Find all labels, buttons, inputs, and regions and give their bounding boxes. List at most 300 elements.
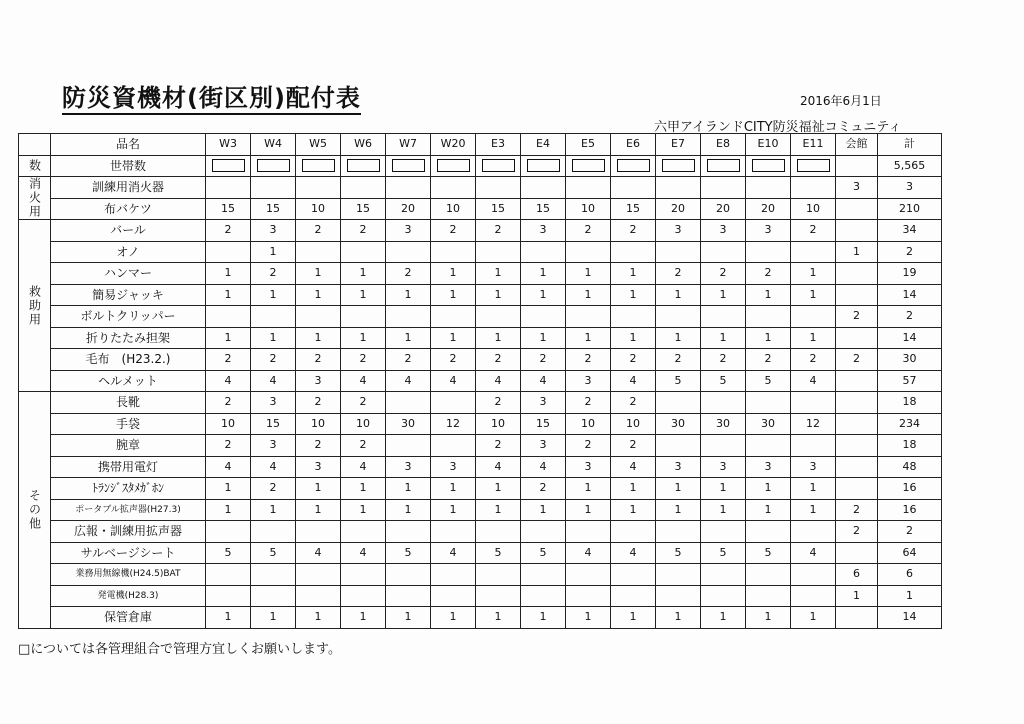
value-cell bbox=[701, 306, 746, 328]
value-cell: 5 bbox=[701, 370, 746, 392]
value-cell: 2 bbox=[251, 478, 296, 500]
table-row bbox=[19, 349, 942, 371]
blank-box bbox=[482, 159, 515, 172]
value-cell: 1 bbox=[521, 263, 566, 285]
value-cell: 1 bbox=[386, 478, 431, 500]
value-cell: 2 bbox=[521, 349, 566, 371]
value-cell bbox=[836, 263, 878, 285]
value-cell: 2 bbox=[791, 220, 836, 242]
value-cell: 3 bbox=[296, 370, 341, 392]
item-name: 長靴 bbox=[51, 392, 206, 414]
value-cell: 1 bbox=[701, 284, 746, 306]
value-cell: 2 bbox=[521, 478, 566, 500]
table-row bbox=[19, 327, 942, 349]
value-cell: 1 bbox=[611, 478, 656, 500]
value-cell: 10 bbox=[566, 413, 611, 435]
value-cell: 4 bbox=[476, 370, 521, 392]
value-cell: 3 bbox=[521, 392, 566, 414]
value-cell: 4 bbox=[431, 370, 476, 392]
value-cell: 12 bbox=[431, 413, 476, 435]
value-cell: 2 bbox=[341, 435, 386, 457]
value-cell: 2 bbox=[611, 435, 656, 457]
value-cell: 1 bbox=[566, 327, 611, 349]
column-header: E3 bbox=[476, 134, 521, 156]
value-cell: 2 bbox=[836, 349, 878, 371]
household-count-box bbox=[701, 155, 746, 177]
household-count-box bbox=[341, 155, 386, 177]
value-cell: 4 bbox=[206, 370, 251, 392]
table-row bbox=[19, 499, 942, 521]
value-cell: 1 bbox=[431, 478, 476, 500]
value-cell bbox=[566, 241, 611, 263]
value-cell: 15 bbox=[476, 198, 521, 220]
value-cell: 1 bbox=[476, 327, 521, 349]
value-cell bbox=[521, 521, 566, 543]
table-row bbox=[19, 263, 942, 285]
value-cell: 3 bbox=[251, 392, 296, 414]
value-cell: 3 bbox=[566, 370, 611, 392]
value-cell: 2 bbox=[341, 349, 386, 371]
value-cell bbox=[206, 521, 251, 543]
value-cell: 5 bbox=[521, 542, 566, 564]
column-header: W5 bbox=[296, 134, 341, 156]
value-cell: 1 bbox=[476, 263, 521, 285]
value-cell bbox=[476, 585, 521, 607]
category-label: その他 bbox=[19, 392, 51, 629]
value-cell: 20 bbox=[701, 198, 746, 220]
value-cell bbox=[206, 585, 251, 607]
value-cell: 1 bbox=[341, 327, 386, 349]
column-header: W4 bbox=[251, 134, 296, 156]
table-row bbox=[19, 521, 942, 543]
value-cell bbox=[476, 521, 521, 543]
table-row bbox=[19, 478, 942, 500]
value-cell: 30 bbox=[656, 413, 701, 435]
value-cell: 2 bbox=[701, 349, 746, 371]
value-cell: 20 bbox=[746, 198, 791, 220]
value-cell: 1 bbox=[791, 499, 836, 521]
household-count-box bbox=[566, 155, 611, 177]
value-cell: 15 bbox=[251, 413, 296, 435]
value-cell: 2 bbox=[296, 220, 341, 242]
value-cell: 1 bbox=[431, 284, 476, 306]
table-row bbox=[19, 220, 942, 242]
value-cell: 2 bbox=[611, 392, 656, 414]
value-cell: 1 bbox=[701, 499, 746, 521]
value-cell: 1 bbox=[836, 241, 878, 263]
value-cell bbox=[701, 564, 746, 586]
value-cell: 18 bbox=[878, 435, 942, 457]
column-header: E10 bbox=[746, 134, 791, 156]
value-cell bbox=[431, 585, 476, 607]
table-row bbox=[19, 155, 942, 177]
value-cell bbox=[431, 306, 476, 328]
value-cell bbox=[656, 392, 701, 414]
value-cell bbox=[611, 241, 656, 263]
value-cell bbox=[386, 564, 431, 586]
value-cell bbox=[296, 564, 341, 586]
value-cell: 1 bbox=[701, 478, 746, 500]
value-cell: 5 bbox=[476, 542, 521, 564]
value-cell: 1 bbox=[566, 263, 611, 285]
value-cell: 18 bbox=[878, 392, 942, 414]
value-cell bbox=[791, 435, 836, 457]
value-cell: 3 bbox=[521, 435, 566, 457]
item-name: オノ bbox=[51, 241, 206, 263]
value-cell: 2 bbox=[476, 392, 521, 414]
value-cell: 12 bbox=[791, 413, 836, 435]
table-row bbox=[19, 198, 942, 220]
value-cell bbox=[251, 306, 296, 328]
value-cell bbox=[206, 306, 251, 328]
value-cell bbox=[746, 435, 791, 457]
table-row bbox=[19, 607, 942, 629]
value-cell: 5 bbox=[386, 542, 431, 564]
value-cell: 1 bbox=[296, 478, 341, 500]
table-row bbox=[19, 392, 942, 414]
value-cell bbox=[386, 306, 431, 328]
value-cell: 1 bbox=[476, 607, 521, 629]
blank-box bbox=[347, 159, 380, 172]
value-cell: 2 bbox=[836, 499, 878, 521]
value-cell bbox=[251, 521, 296, 543]
value-cell bbox=[386, 392, 431, 414]
value-cell: 4 bbox=[341, 370, 386, 392]
value-cell bbox=[566, 585, 611, 607]
item-name: ポータブル拡声器(H27.3) bbox=[51, 499, 206, 521]
footnote: □については各管理組合で管理方宜しくお願いします。 bbox=[18, 642, 341, 657]
value-cell: 4 bbox=[611, 370, 656, 392]
value-cell: 1 bbox=[566, 478, 611, 500]
value-cell: 1 bbox=[701, 607, 746, 629]
value-cell: 5,565 bbox=[878, 155, 942, 177]
value-cell bbox=[836, 370, 878, 392]
value-cell bbox=[566, 306, 611, 328]
value-cell: 2 bbox=[566, 435, 611, 457]
value-cell: 2 bbox=[836, 306, 878, 328]
item-name: 携帯用電灯 bbox=[51, 456, 206, 478]
value-cell: 10 bbox=[476, 413, 521, 435]
corner-cell bbox=[19, 134, 51, 156]
column-header: E8 bbox=[701, 134, 746, 156]
column-header: W3 bbox=[206, 134, 251, 156]
value-cell bbox=[341, 521, 386, 543]
value-cell bbox=[611, 177, 656, 199]
item-name: 訓練用消火器 bbox=[51, 177, 206, 199]
value-cell bbox=[656, 435, 701, 457]
value-cell bbox=[791, 177, 836, 199]
value-cell bbox=[386, 241, 431, 263]
value-cell bbox=[656, 306, 701, 328]
value-cell bbox=[431, 241, 476, 263]
value-cell bbox=[701, 177, 746, 199]
value-cell: 3 bbox=[431, 456, 476, 478]
value-cell: 1 bbox=[611, 607, 656, 629]
value-cell: 1 bbox=[296, 284, 341, 306]
household-count-box bbox=[611, 155, 656, 177]
value-cell bbox=[746, 177, 791, 199]
value-cell: 48 bbox=[878, 456, 942, 478]
value-cell: 15 bbox=[521, 198, 566, 220]
value-cell: 3 bbox=[701, 220, 746, 242]
value-cell bbox=[836, 435, 878, 457]
value-cell bbox=[521, 585, 566, 607]
value-cell bbox=[791, 564, 836, 586]
value-cell: 1 bbox=[206, 263, 251, 285]
value-cell: 4 bbox=[341, 542, 386, 564]
table-row bbox=[19, 456, 942, 478]
value-cell: 4 bbox=[431, 542, 476, 564]
value-cell: 4 bbox=[341, 456, 386, 478]
value-cell: 2 bbox=[251, 263, 296, 285]
value-cell: 34 bbox=[878, 220, 942, 242]
value-cell: 2 bbox=[566, 392, 611, 414]
blank-box bbox=[437, 159, 470, 172]
value-cell: 1 bbox=[386, 499, 431, 521]
value-cell: 2 bbox=[251, 349, 296, 371]
value-cell: 10 bbox=[611, 413, 656, 435]
value-cell: 2 bbox=[431, 220, 476, 242]
value-cell: 1 bbox=[296, 607, 341, 629]
table-row bbox=[19, 435, 942, 457]
value-cell: 2 bbox=[878, 306, 942, 328]
value-cell: 14 bbox=[878, 607, 942, 629]
value-cell: 30 bbox=[878, 349, 942, 371]
value-cell bbox=[746, 392, 791, 414]
value-cell: 4 bbox=[251, 456, 296, 478]
item-name: バール bbox=[51, 220, 206, 242]
table-row bbox=[19, 585, 942, 607]
value-cell: 1 bbox=[386, 327, 431, 349]
value-cell: 1 bbox=[791, 327, 836, 349]
value-cell: 1 bbox=[611, 284, 656, 306]
blank-box bbox=[752, 159, 785, 172]
household-count-box bbox=[296, 155, 341, 177]
value-cell: 5 bbox=[656, 370, 701, 392]
value-cell: 1 bbox=[566, 284, 611, 306]
column-header: E11 bbox=[791, 134, 836, 156]
item-name: 保管倉庫 bbox=[51, 607, 206, 629]
value-cell bbox=[431, 435, 476, 457]
value-cell bbox=[836, 284, 878, 306]
column-header: 会館 bbox=[836, 134, 878, 156]
household-count-box bbox=[386, 155, 431, 177]
value-cell: 30 bbox=[746, 413, 791, 435]
household-count-box bbox=[791, 155, 836, 177]
value-cell: 3 bbox=[656, 456, 701, 478]
value-cell bbox=[341, 306, 386, 328]
value-cell: 2 bbox=[431, 349, 476, 371]
value-cell: 5 bbox=[701, 542, 746, 564]
value-cell: 1 bbox=[791, 607, 836, 629]
value-cell: 4 bbox=[791, 370, 836, 392]
blank-box bbox=[617, 159, 650, 172]
value-cell bbox=[746, 241, 791, 263]
household-count-box bbox=[656, 155, 701, 177]
value-cell: 4 bbox=[476, 456, 521, 478]
value-cell: 1 bbox=[611, 327, 656, 349]
header-row bbox=[19, 134, 942, 156]
value-cell: 10 bbox=[791, 198, 836, 220]
value-cell: 2 bbox=[566, 220, 611, 242]
household-count-box bbox=[746, 155, 791, 177]
value-cell: 3 bbox=[656, 220, 701, 242]
distribution-table bbox=[18, 133, 942, 629]
value-cell bbox=[791, 392, 836, 414]
column-header: E7 bbox=[656, 134, 701, 156]
value-cell: 2 bbox=[296, 349, 341, 371]
value-cell bbox=[431, 564, 476, 586]
value-cell: 3 bbox=[296, 456, 341, 478]
value-cell bbox=[791, 241, 836, 263]
value-cell: 1 bbox=[296, 499, 341, 521]
value-cell: 1 bbox=[206, 499, 251, 521]
table-row bbox=[19, 564, 942, 586]
value-cell: 1 bbox=[431, 499, 476, 521]
value-cell: 234 bbox=[878, 413, 942, 435]
value-cell: 20 bbox=[386, 198, 431, 220]
value-cell: 30 bbox=[701, 413, 746, 435]
household-count-box bbox=[521, 155, 566, 177]
value-cell: 2 bbox=[701, 263, 746, 285]
value-cell: 1 bbox=[341, 263, 386, 285]
value-cell bbox=[251, 564, 296, 586]
value-cell bbox=[701, 585, 746, 607]
value-cell: 4 bbox=[611, 456, 656, 478]
value-cell bbox=[836, 327, 878, 349]
value-cell: 1 bbox=[476, 499, 521, 521]
value-cell: 1 bbox=[341, 607, 386, 629]
value-cell bbox=[701, 241, 746, 263]
value-cell: 1 bbox=[701, 327, 746, 349]
value-cell: 1 bbox=[521, 499, 566, 521]
value-cell bbox=[341, 177, 386, 199]
value-cell: 2 bbox=[791, 349, 836, 371]
value-cell bbox=[656, 241, 701, 263]
value-cell bbox=[836, 155, 878, 177]
item-name: 発電機(H28.3) bbox=[51, 585, 206, 607]
value-cell: 1 bbox=[251, 284, 296, 306]
value-cell: 5 bbox=[251, 542, 296, 564]
value-cell: 14 bbox=[878, 284, 942, 306]
value-cell: 64 bbox=[878, 542, 942, 564]
value-cell bbox=[656, 564, 701, 586]
table-row bbox=[19, 370, 942, 392]
value-cell: 2 bbox=[656, 349, 701, 371]
value-cell: 1 bbox=[476, 478, 521, 500]
blank-box bbox=[212, 159, 245, 172]
value-cell bbox=[836, 220, 878, 242]
value-cell: 4 bbox=[521, 370, 566, 392]
value-cell: 1 bbox=[296, 327, 341, 349]
value-cell bbox=[386, 521, 431, 543]
value-cell: 2 bbox=[878, 241, 942, 263]
value-cell bbox=[341, 585, 386, 607]
value-cell bbox=[836, 392, 878, 414]
value-cell bbox=[701, 521, 746, 543]
value-cell: 16 bbox=[878, 478, 942, 500]
item-name: 世帯数 bbox=[51, 155, 206, 177]
item-name: サルベージシート bbox=[51, 542, 206, 564]
value-cell bbox=[206, 177, 251, 199]
value-cell bbox=[791, 585, 836, 607]
value-cell: 4 bbox=[611, 542, 656, 564]
blank-box bbox=[662, 159, 695, 172]
value-cell: 1 bbox=[611, 263, 656, 285]
category-label: 数 bbox=[19, 155, 51, 177]
value-cell bbox=[791, 521, 836, 543]
value-cell: 1 bbox=[611, 499, 656, 521]
value-cell bbox=[566, 177, 611, 199]
value-cell: 1 bbox=[251, 499, 296, 521]
value-cell: 3 bbox=[878, 177, 942, 199]
value-cell: 1 bbox=[206, 284, 251, 306]
value-cell bbox=[251, 585, 296, 607]
value-cell bbox=[836, 456, 878, 478]
value-cell bbox=[521, 241, 566, 263]
value-cell bbox=[341, 241, 386, 263]
value-cell bbox=[656, 521, 701, 543]
value-cell: 30 bbox=[386, 413, 431, 435]
table-row bbox=[19, 177, 942, 199]
value-cell: 3 bbox=[836, 177, 878, 199]
value-cell: 1 bbox=[206, 607, 251, 629]
value-cell: 3 bbox=[251, 435, 296, 457]
value-cell bbox=[296, 585, 341, 607]
value-cell: 14 bbox=[878, 327, 942, 349]
value-cell: 4 bbox=[206, 456, 251, 478]
value-cell: 3 bbox=[386, 456, 431, 478]
value-cell: 1 bbox=[836, 585, 878, 607]
value-cell: 10 bbox=[206, 413, 251, 435]
value-cell: 1 bbox=[746, 327, 791, 349]
value-cell: 1 bbox=[656, 284, 701, 306]
value-cell: 15 bbox=[206, 198, 251, 220]
value-cell: 57 bbox=[878, 370, 942, 392]
value-cell: 1 bbox=[431, 263, 476, 285]
value-cell: 2 bbox=[611, 220, 656, 242]
value-cell: 1 bbox=[791, 284, 836, 306]
blank-box bbox=[797, 159, 830, 172]
value-cell: 1 bbox=[251, 327, 296, 349]
item-name: 広報・訓練用拡声器 bbox=[51, 521, 206, 543]
value-cell: 1 bbox=[656, 499, 701, 521]
category-label: 救助用 bbox=[19, 220, 51, 392]
value-cell: 2 bbox=[656, 263, 701, 285]
value-cell: 1 bbox=[341, 478, 386, 500]
value-cell bbox=[566, 564, 611, 586]
value-cell: 1 bbox=[656, 607, 701, 629]
value-cell: 1 bbox=[746, 478, 791, 500]
value-cell bbox=[251, 177, 296, 199]
value-cell: 10 bbox=[296, 198, 341, 220]
value-cell: 10 bbox=[341, 413, 386, 435]
value-cell: 3 bbox=[386, 220, 431, 242]
value-cell: 2 bbox=[386, 263, 431, 285]
item-name: 手袋 bbox=[51, 413, 206, 435]
value-cell: 1 bbox=[791, 263, 836, 285]
value-cell: 1 bbox=[656, 478, 701, 500]
value-cell bbox=[521, 177, 566, 199]
value-cell: 2 bbox=[746, 349, 791, 371]
item-name: ﾄﾗﾝｼﾞｽﾀﾒｶﾞﾎﾝ bbox=[51, 478, 206, 500]
item-name: 折りたたみ担架 bbox=[51, 327, 206, 349]
value-cell: 1 bbox=[521, 607, 566, 629]
value-cell: 19 bbox=[878, 263, 942, 285]
value-cell bbox=[431, 177, 476, 199]
value-cell bbox=[656, 177, 701, 199]
value-cell: 2 bbox=[386, 349, 431, 371]
